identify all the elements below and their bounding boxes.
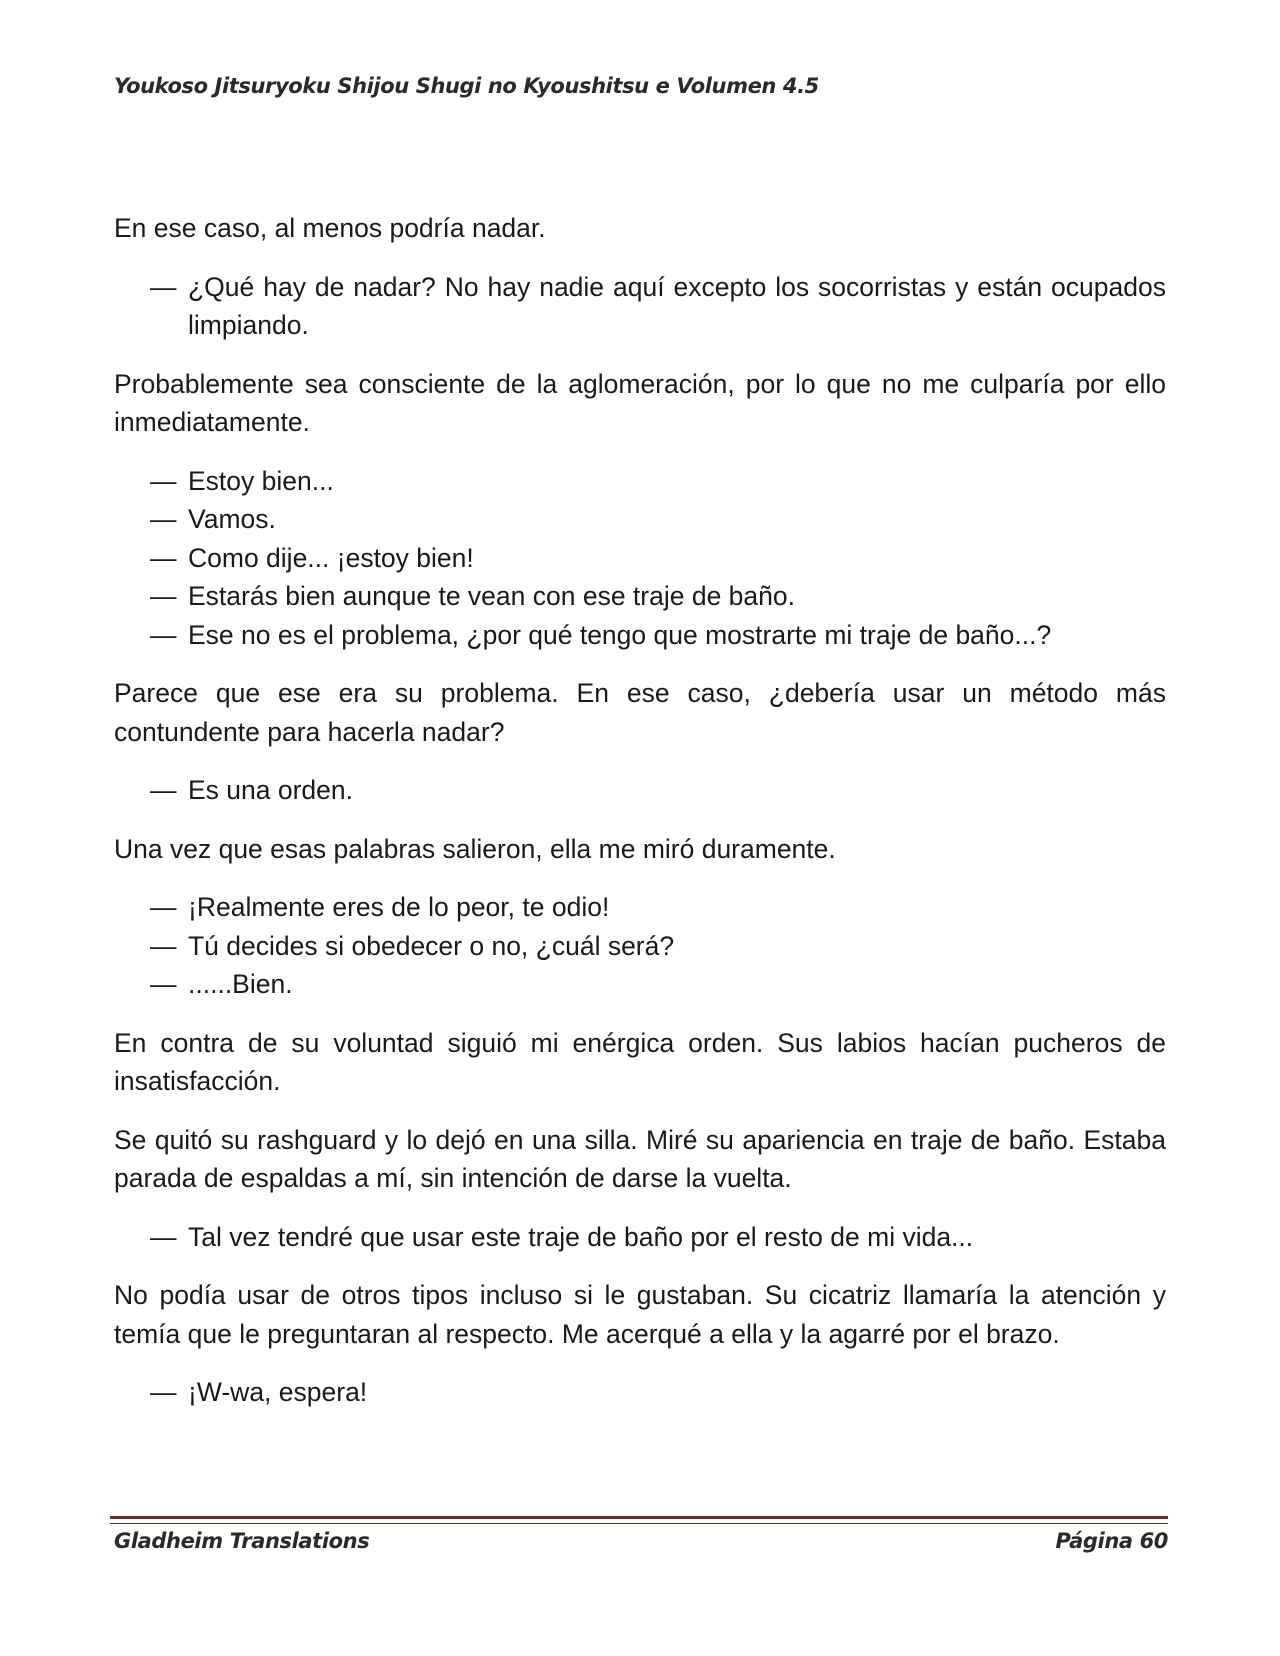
- dialogue-line: [114, 1373, 1166, 1412]
- dialogue-line: [114, 577, 1166, 616]
- dialogue-line: [114, 888, 1166, 927]
- em-dash: —: [150, 1377, 177, 1407]
- dialogue-group: [114, 771, 1166, 810]
- dialogue-group: [114, 462, 1166, 655]
- dialogue-text: ¡Realmente eres de lo peor, te odio!: [188, 892, 610, 922]
- dialogue-text: Estoy bien...: [188, 465, 334, 496]
- paragraph: No podía usar de otros tipos incluso si le gustaban. Su cicatriz llamaría la atención y temía que le preguntaran al respecto. Me acerqué a ella y la agarré por el brazo.: [114, 1280, 1166, 1349]
- page-body: [114, 209, 1166, 1432]
- dialogue-group: [114, 888, 1166, 1004]
- dialogue-text: Tú decides si obedecer o no, ¿cuál será?: [188, 930, 675, 961]
- dialogue-text: Tal vez tendré que usar este traje de baño por el resto de mi vida...: [188, 1221, 974, 1252]
- dialogue-text: ......Bien.: [188, 969, 293, 999]
- dialogue-text: ¡W-wa, espera!: [188, 1377, 368, 1407]
- dialogue-group: [114, 1373, 1166, 1412]
- paragraph: Probablemente sea consciente de la aglomeración, por lo que no me culparía por ello inmediatamente.: [114, 368, 1166, 437]
- dialogue-line: [114, 268, 1166, 345]
- dialogue-text: Ese no es el problema, ¿por qué tengo que mostrarte mi traje de baño...?: [188, 619, 1052, 650]
- running-header: Youkoso Jitsuryoku Shijou Shugi no Kyoushitsu e Volumen 4.5: [114, 74, 819, 98]
- dialogue-line: [114, 616, 1166, 655]
- em-dash: —: [150, 581, 177, 611]
- paragraph: Se quitó su rashguard y lo dejó en una silla. Miré su apariencia en traje de baño. Estaba parada de espaldas a mí, sin intención de darse la vuelta.: [114, 1124, 1166, 1193]
- em-dash: —: [150, 1221, 177, 1252]
- footer-divider: [110, 1516, 1168, 1524]
- dialogue-text: Vamos.: [188, 504, 276, 534]
- dialogue-line: [114, 500, 1166, 539]
- em-dash: —: [150, 775, 177, 805]
- em-dash: —: [150, 542, 177, 573]
- dialogue-text: Es una orden.: [188, 775, 354, 805]
- em-dash: —: [150, 619, 177, 650]
- dialogue-group: [114, 268, 1166, 345]
- dialogue-text: Como dije... ¡estoy bien!: [188, 542, 474, 573]
- dialogue-line: [114, 771, 1166, 810]
- em-dash: —: [150, 892, 177, 922]
- dialogue-line: [114, 927, 1166, 966]
- dialogue-text: ¿Qué hay de nadar? No hay nadie aquí excepto los socorristas y están ocupados limpiando.: [188, 271, 1166, 340]
- paragraph: Una vez que esas palabras salieron, ella me miró duramente.: [114, 833, 836, 864]
- dialogue-group: [114, 1218, 1166, 1257]
- dialogue-line: [114, 1218, 1166, 1257]
- dialogue-line: [114, 462, 1166, 501]
- em-dash: —: [150, 930, 177, 961]
- paragraph: Parece que ese era su problema. En ese caso, ¿debería usar un método más contundente para hacerla nadar?: [114, 678, 1166, 747]
- footer-publisher: Gladheim Translations: [114, 1529, 370, 1553]
- paragraph: En contra de su voluntad siguió mi enérgica orden. Sus labios hacían pucheros de insatisfacción.: [114, 1027, 1166, 1096]
- dialogue-text: Estarás bien aunque te vean con ese traje de baño.: [188, 581, 795, 611]
- em-dash: —: [150, 465, 177, 496]
- paragraph: En ese caso, al menos podría nadar.: [114, 213, 546, 243]
- dialogue-line: [114, 539, 1166, 578]
- page-number: Página 60: [1055, 1529, 1168, 1553]
- dialogue-line: [114, 965, 1166, 1004]
- em-dash: —: [150, 271, 177, 302]
- em-dash: —: [150, 504, 177, 534]
- em-dash: —: [150, 969, 177, 999]
